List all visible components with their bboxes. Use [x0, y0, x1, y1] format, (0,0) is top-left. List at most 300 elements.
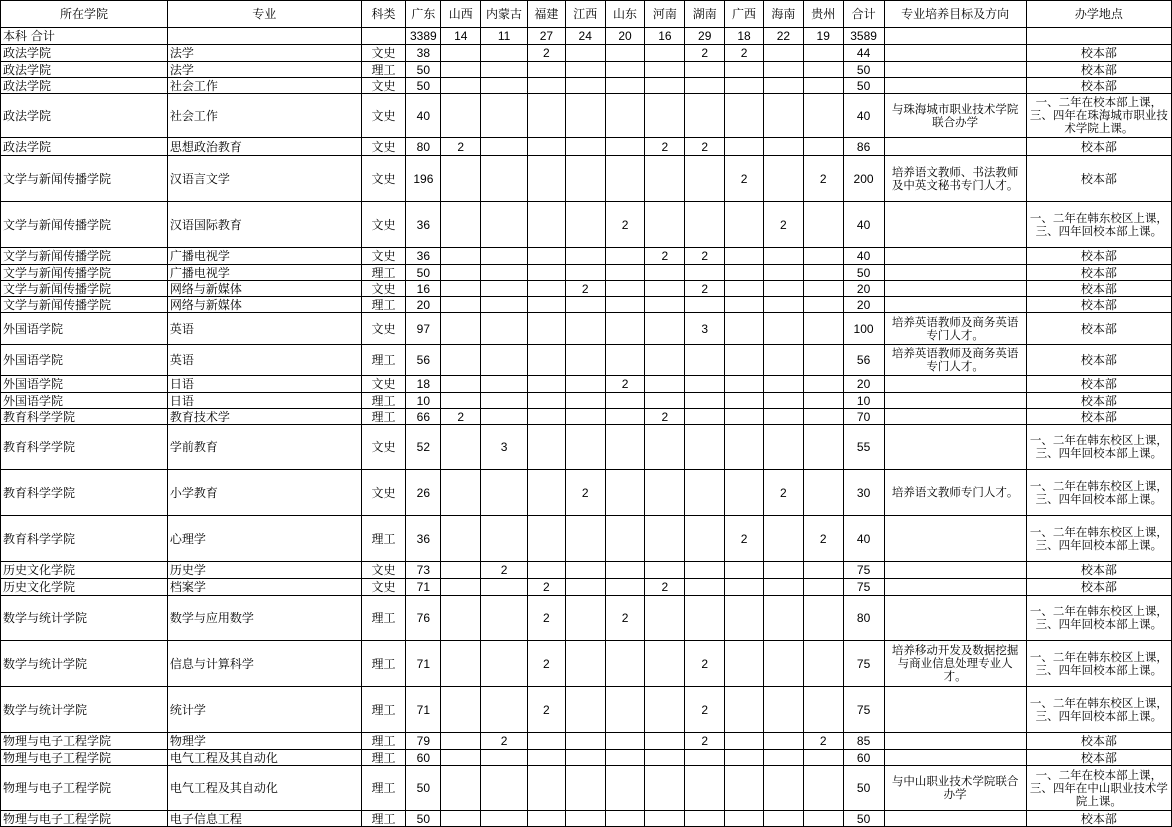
table-cell: 一、二年在校本部上课，三、四年在中山职业技术学院上课。: [1026, 766, 1171, 811]
table-row: [1, 78, 1172, 94]
table-cell: 文史: [361, 202, 406, 248]
table-cell: [605, 425, 645, 470]
table-cell: [527, 138, 565, 156]
table-cell: [884, 265, 1026, 281]
table-cell: 2: [527, 687, 565, 733]
table-cell: 18: [725, 28, 764, 45]
table-cell: [527, 811, 565, 827]
table-cell: 理工: [361, 516, 406, 562]
table-cell: [803, 687, 843, 733]
table-cell: 56: [843, 345, 884, 376]
table-cell: [725, 313, 764, 345]
table-cell: 小学教育: [167, 470, 361, 516]
table-cell: [605, 516, 645, 562]
table-cell: [605, 313, 645, 345]
table-cell: 教育科学学院: [1, 470, 168, 516]
table-cell: 73: [406, 562, 441, 579]
table-cell: 16: [406, 281, 441, 297]
table-row: [1, 62, 1172, 78]
table-cell: [605, 811, 645, 827]
table-cell: 20: [843, 297, 884, 313]
table-cell: 85: [843, 733, 884, 750]
table-cell: [803, 376, 843, 393]
table-cell: [645, 641, 685, 687]
table-row: [1, 516, 1172, 562]
table-cell: [527, 281, 565, 297]
table-cell: [441, 811, 481, 827]
table-cell: 79: [406, 733, 441, 750]
table-cell: 文史: [361, 470, 406, 516]
table-row: [1, 138, 1172, 156]
table-cell: 2: [645, 248, 685, 265]
table-cell: [481, 265, 528, 281]
table-cell: 校本部: [1026, 313, 1171, 345]
table-cell: [441, 376, 481, 393]
table-cell: 校本部: [1026, 750, 1171, 766]
table-cell: [685, 393, 725, 409]
table-cell: [565, 376, 605, 393]
table-cell: 40: [843, 202, 884, 248]
table-cell: [884, 78, 1026, 94]
table-cell: 历史学: [167, 562, 361, 579]
table-row: [1, 393, 1172, 409]
table-cell: 29: [685, 28, 725, 45]
table-cell: 3389: [406, 28, 441, 45]
table-cell: [441, 45, 481, 62]
table-cell: [527, 750, 565, 766]
table-cell: [763, 297, 803, 313]
table-cell: 76: [406, 596, 441, 641]
table-cell: [763, 265, 803, 281]
table-row: [1, 641, 1172, 687]
table-cell: 52: [406, 425, 441, 470]
table-cell: 校本部: [1026, 345, 1171, 376]
table-cell: [884, 811, 1026, 827]
table-cell: [565, 733, 605, 750]
table-cell: [441, 641, 481, 687]
table-cell: [481, 248, 528, 265]
header-cell: 广西: [725, 1, 764, 28]
table-cell: [481, 281, 528, 297]
table-cell: [565, 313, 605, 345]
table-cell: [645, 425, 685, 470]
table-cell: 18: [406, 376, 441, 393]
table-cell: 14: [441, 28, 481, 45]
header-cell: 河南: [645, 1, 685, 28]
table-cell: [645, 750, 685, 766]
table-cell: [763, 596, 803, 641]
table-cell: 物理与电子工程学院: [1, 733, 168, 750]
table-cell: [685, 409, 725, 425]
table-cell: [884, 687, 1026, 733]
table-cell: [685, 62, 725, 78]
table-cell: 校本部: [1026, 409, 1171, 425]
table-cell: 36: [406, 516, 441, 562]
table-cell: 政法学院: [1, 94, 168, 138]
table-cell: [803, 641, 843, 687]
header-cell: 贵州: [803, 1, 843, 28]
table-cell: [481, 62, 528, 78]
table-cell: [605, 62, 645, 78]
table-cell: 信息与计算科学: [167, 641, 361, 687]
table-cell: 50: [406, 766, 441, 811]
table-cell: [645, 94, 685, 138]
table-cell: 2: [605, 202, 645, 248]
table-cell: 培养语文教师专门人才。: [884, 470, 1026, 516]
table-cell: [441, 202, 481, 248]
table-cell: 法学: [167, 45, 361, 62]
table-cell: [803, 750, 843, 766]
table-cell: [605, 766, 645, 811]
table-cell: [803, 281, 843, 297]
table-cell: 文学与新闻传播学院: [1, 156, 168, 202]
table-cell: 理工: [361, 687, 406, 733]
table-cell: [565, 811, 605, 827]
table-cell: 汉语国际教育: [167, 202, 361, 248]
table-cell: [565, 687, 605, 733]
table-cell: [884, 281, 1026, 297]
table-cell: [441, 425, 481, 470]
table-cell: [605, 345, 645, 376]
table-cell: [725, 281, 764, 297]
table-cell: 校本部: [1026, 811, 1171, 827]
table-row: [1, 409, 1172, 425]
table-cell: [685, 596, 725, 641]
table-row: [1, 766, 1172, 811]
table-cell: [763, 45, 803, 62]
table-cell: [725, 345, 764, 376]
table-row: [1, 733, 1172, 750]
table-cell: 2: [481, 562, 528, 579]
table-row: [1, 313, 1172, 345]
table-cell: 日语: [167, 376, 361, 393]
table-cell: 70: [843, 409, 884, 425]
table-cell: [763, 248, 803, 265]
table-cell: 学前教育: [167, 425, 361, 470]
table-cell: 与中山职业技术学院联合办学: [884, 766, 1026, 811]
table-cell: [645, 78, 685, 94]
table-cell: [481, 409, 528, 425]
table-cell: 20: [406, 297, 441, 313]
table-cell: [441, 470, 481, 516]
table-cell: 文学与新闻传播学院: [1, 265, 168, 281]
table-cell: [481, 766, 528, 811]
table-cell: [725, 733, 764, 750]
table-cell: [565, 425, 605, 470]
table-cell: 50: [843, 811, 884, 827]
table-cell: 2: [441, 409, 481, 425]
table-cell: [645, 45, 685, 62]
table-cell: [645, 470, 685, 516]
table-cell: 教育科学学院: [1, 425, 168, 470]
table-cell: [605, 733, 645, 750]
table-cell: [441, 393, 481, 409]
table-cell: 2: [685, 733, 725, 750]
table-cell: 本科 合计: [1, 28, 168, 45]
table-cell: [565, 138, 605, 156]
table-cell: 心理学: [167, 516, 361, 562]
table-cell: 物理与电子工程学院: [1, 811, 168, 827]
table-cell: [605, 750, 645, 766]
table-cell: [565, 62, 605, 78]
table-cell: [565, 596, 605, 641]
table-cell: 97: [406, 313, 441, 345]
table-cell: 2: [685, 641, 725, 687]
table-cell: [527, 425, 565, 470]
table-row: [1, 345, 1172, 376]
table-cell: [884, 376, 1026, 393]
table-cell: 75: [843, 641, 884, 687]
table-cell: [763, 313, 803, 345]
table-cell: 19: [803, 28, 843, 45]
table-cell: 80: [843, 596, 884, 641]
table-cell: 3: [481, 425, 528, 470]
table-cell: 外国语学院: [1, 393, 168, 409]
table-cell: [884, 596, 1026, 641]
table-cell: 2: [803, 156, 843, 202]
table-cell: 校本部: [1026, 281, 1171, 297]
table-cell: 文史: [361, 313, 406, 345]
table-cell: [565, 393, 605, 409]
table-cell: [527, 733, 565, 750]
table-cell: [763, 811, 803, 827]
table-cell: 电子信息工程: [167, 811, 361, 827]
table-cell: [763, 425, 803, 470]
table-cell: 历史文化学院: [1, 562, 168, 579]
table-cell: [884, 579, 1026, 596]
table-cell: 教育技术学: [167, 409, 361, 425]
table-cell: [565, 409, 605, 425]
table-cell: 40: [843, 94, 884, 138]
table-cell: 2: [685, 45, 725, 62]
table-cell: 2: [527, 596, 565, 641]
table-cell: 校本部: [1026, 733, 1171, 750]
table-cell: 理工: [361, 345, 406, 376]
table-cell: 校本部: [1026, 138, 1171, 156]
table-cell: [645, 202, 685, 248]
table-cell: 理工: [361, 265, 406, 281]
table-cell: [565, 766, 605, 811]
table-cell: [763, 138, 803, 156]
table-cell: 电气工程及其自动化: [167, 750, 361, 766]
table-cell: 2: [605, 376, 645, 393]
table-cell: 22: [763, 28, 803, 45]
table-cell: 196: [406, 156, 441, 202]
header-cell: 山西: [441, 1, 481, 28]
table-row: [1, 297, 1172, 313]
table-row: [1, 156, 1172, 202]
table-cell: 2: [685, 138, 725, 156]
table-cell: 教育科学学院: [1, 516, 168, 562]
table-row: [1, 265, 1172, 281]
table-cell: [481, 297, 528, 313]
table-cell: [481, 641, 528, 687]
table-cell: [884, 409, 1026, 425]
table-cell: [527, 248, 565, 265]
table-cell: [527, 345, 565, 376]
table-cell: [803, 138, 843, 156]
table-cell: [725, 297, 764, 313]
table-cell: [605, 156, 645, 202]
table-cell: 物理与电子工程学院: [1, 766, 168, 811]
table-cell: 200: [843, 156, 884, 202]
table-cell: 校本部: [1026, 579, 1171, 596]
table-cell: 80: [406, 138, 441, 156]
table-cell: 10: [406, 393, 441, 409]
header-cell: 科类: [361, 1, 406, 28]
table-cell: [605, 78, 645, 94]
table-cell: 文学与新闻传播学院: [1, 281, 168, 297]
table-cell: [605, 579, 645, 596]
table-cell: [481, 687, 528, 733]
header-cell: 合计: [843, 1, 884, 28]
table-cell: 政法学院: [1, 62, 168, 78]
table-cell: 校本部: [1026, 62, 1171, 78]
table-cell: 3: [685, 313, 725, 345]
table-cell: [763, 376, 803, 393]
table-cell: 一、二年在校本部上课，三、四年在珠海城市职业技术学院上课。: [1026, 94, 1171, 138]
table-cell: 2: [725, 156, 764, 202]
table-cell: 电气工程及其自动化: [167, 766, 361, 811]
table-cell: [725, 750, 764, 766]
table-cell: [685, 202, 725, 248]
table-cell: [605, 470, 645, 516]
table-cell: [565, 641, 605, 687]
table-cell: [725, 265, 764, 281]
header-cell: 山东: [605, 1, 645, 28]
table-cell: [725, 470, 764, 516]
table-cell: [605, 562, 645, 579]
table-cell: [645, 733, 685, 750]
table-cell: 71: [406, 687, 441, 733]
table-row: [1, 579, 1172, 596]
table-cell: [685, 297, 725, 313]
table-cell: [685, 811, 725, 827]
header-cell: 专业培养目标及方向: [884, 1, 1026, 28]
table-cell: 文史: [361, 579, 406, 596]
table-cell: [763, 62, 803, 78]
table-cell: 文史: [361, 156, 406, 202]
table-cell: [441, 281, 481, 297]
table-cell: 40: [843, 248, 884, 265]
table-cell: [763, 766, 803, 811]
table-cell: 文史: [361, 78, 406, 94]
table-cell: [527, 94, 565, 138]
table-cell: 文史: [361, 425, 406, 470]
table-cell: 外国语学院: [1, 313, 168, 345]
table-cell: 校本部: [1026, 156, 1171, 202]
table-cell: [725, 766, 764, 811]
table-cell: 2: [645, 138, 685, 156]
table-cell: [884, 750, 1026, 766]
table-cell: 100: [843, 313, 884, 345]
table-cell: [763, 733, 803, 750]
table-cell: [565, 156, 605, 202]
table-cell: 统计学: [167, 687, 361, 733]
table-cell: 文学与新闻传播学院: [1, 297, 168, 313]
table-cell: 政法学院: [1, 78, 168, 94]
table-cell: [884, 202, 1026, 248]
table-cell: [481, 376, 528, 393]
table-cell: 50: [406, 265, 441, 281]
table-cell: 71: [406, 579, 441, 596]
table-cell: 2: [725, 516, 764, 562]
table-cell: [441, 750, 481, 766]
table-cell: 2: [685, 248, 725, 265]
table-cell: 文史: [361, 45, 406, 62]
table-cell: 理工: [361, 62, 406, 78]
table-cell: [481, 78, 528, 94]
table-cell: [565, 750, 605, 766]
table-cell: 校本部: [1026, 562, 1171, 579]
table-cell: 2: [605, 596, 645, 641]
table-cell: 广播电视学: [167, 265, 361, 281]
table-cell: [565, 248, 605, 265]
table-cell: [527, 313, 565, 345]
table-cell: 2: [803, 733, 843, 750]
table-cell: [884, 393, 1026, 409]
table-cell: [645, 766, 685, 811]
table-cell: 校本部: [1026, 376, 1171, 393]
table-cell: [763, 156, 803, 202]
table-cell: [645, 516, 685, 562]
table-cell: [645, 376, 685, 393]
table-cell: [685, 345, 725, 376]
table-cell: [441, 78, 481, 94]
table-cell: [527, 156, 565, 202]
table-cell: [884, 425, 1026, 470]
table-cell: [481, 750, 528, 766]
table-cell: [441, 156, 481, 202]
table-cell: [803, 766, 843, 811]
table-cell: 36: [406, 248, 441, 265]
table-cell: [441, 687, 481, 733]
table-cell: 11: [481, 28, 528, 45]
table-cell: 一、二年在韩东校区上课，三、四年回校本部上课。: [1026, 425, 1171, 470]
table-cell: [803, 78, 843, 94]
table-cell: 校本部: [1026, 265, 1171, 281]
table-cell: 60: [843, 750, 884, 766]
table-cell: [725, 641, 764, 687]
header-cell: 所在学院: [1, 1, 168, 28]
header-cell: 福建: [527, 1, 565, 28]
table-cell: [605, 297, 645, 313]
header-cell: 广东: [406, 1, 441, 28]
table-cell: [565, 345, 605, 376]
table-cell: [803, 265, 843, 281]
table-row: [1, 425, 1172, 470]
table-cell: [803, 425, 843, 470]
table-row: [1, 562, 1172, 579]
table-cell: 数学与应用数学: [167, 596, 361, 641]
table-cell: 50: [843, 78, 884, 94]
table-cell: [763, 281, 803, 297]
table-cell: [803, 45, 843, 62]
table-cell: 校本部: [1026, 78, 1171, 94]
table-cell: 2: [645, 409, 685, 425]
table-cell: [685, 156, 725, 202]
table-cell: [725, 62, 764, 78]
table-cell: 75: [843, 562, 884, 579]
table-cell: 文学与新闻传播学院: [1, 248, 168, 265]
table-cell: [803, 62, 843, 78]
table-cell: [803, 248, 843, 265]
table-cell: 2: [527, 579, 565, 596]
table-cell: 66: [406, 409, 441, 425]
table-cell: [685, 750, 725, 766]
table-cell: 法学: [167, 62, 361, 78]
table-row: [1, 811, 1172, 827]
